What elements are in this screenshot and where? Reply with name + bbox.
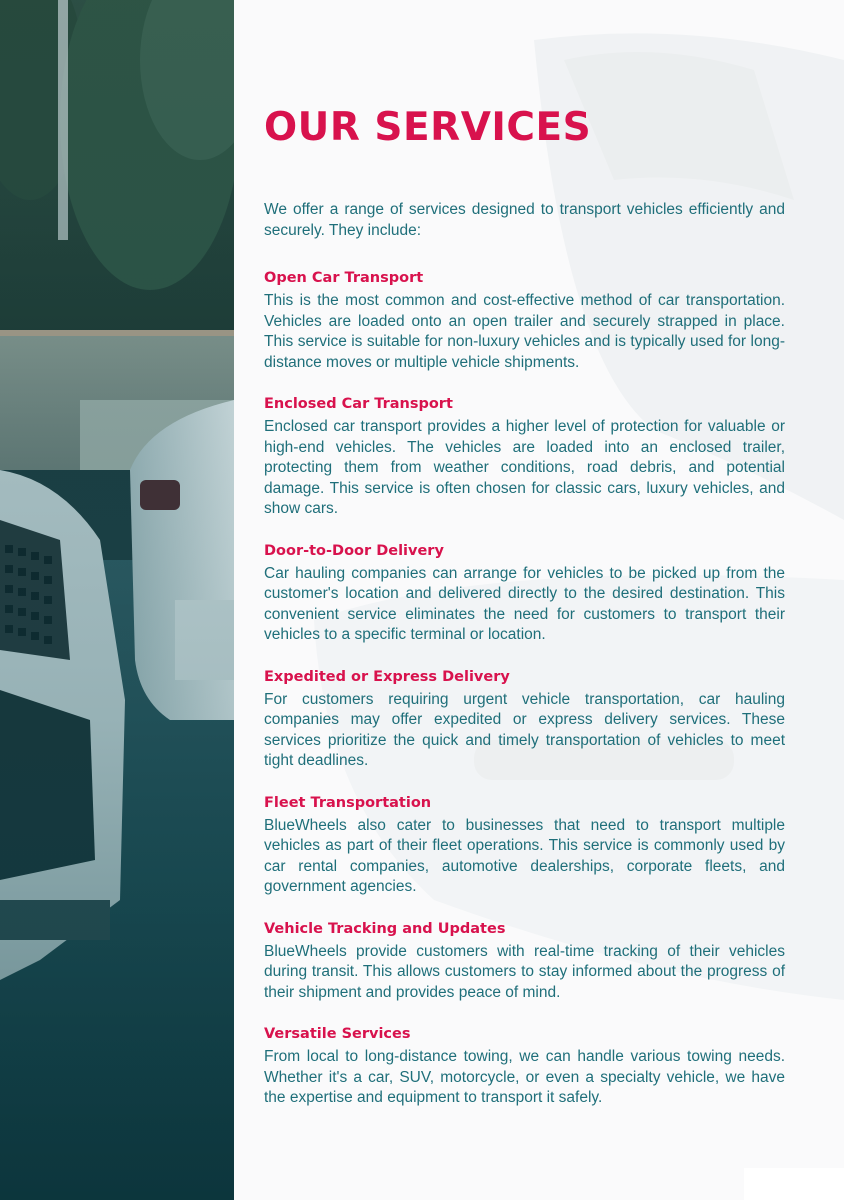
service-description: BlueWheels provide customers with real-time tracking of their vehicles during transit. This allows customers to stay informed about the progress of their shipment and provides peace of mind. (264, 942, 785, 1001)
service-description: This is the most common and cost-effective method of car transportation. Vehicles are loaded onto an open trailer and securely strapped in place. This service is suitable for non-luxury vehicles and is typically used for long-distance moves or multiple vehicle shipments. (264, 292, 785, 371)
page-corner (744, 1168, 844, 1200)
service-title: Enclosed Car Transport (264, 396, 453, 412)
service-title: Vehicle Tracking and Updates (264, 920, 506, 937)
service-title: Open Car Transport (264, 270, 424, 286)
service-description: Enclosed car transport provides a higher level of protection for valuable or high-end vehicles. The vehicles are loaded into an enclosed trailer, protecting them from weather conditions, road debris, and potential damage. This service is often chosen for classic cars, luxury vehicles, and show cars. (264, 418, 785, 517)
cars-photo-illustration (0, 0, 234, 1200)
service-description: For customers requiring urgent vehicle transportation, car hauling companies may offer expedited or express delivery services. These services prioritize the quick and timely transportation of vehicles to meet tight deadlines. (264, 690, 785, 769)
service-title: Door-to-Door Delivery (264, 542, 444, 559)
service-vehicle-tracking (264, 919, 785, 1004)
service-expedited-delivery (264, 667, 785, 772)
services-content (264, 100, 785, 1130)
service-enclosed-car-transport (264, 394, 785, 520)
service-description: Car hauling companies can arrange for vehicles to be picked up from the customer's location and delivered directly to the desired destination. This convenient service eliminates the need for customers to transport their vehicles to a specific terminal or location. (264, 564, 785, 643)
service-door-to-door-delivery (264, 541, 785, 646)
service-title: Expedited or Express Delivery (264, 668, 510, 685)
page-title: OUR SERVICES (264, 105, 592, 150)
cars-photo (0, 0, 234, 1200)
service-description: BlueWheels also cater to businesses that need to transport multiple vehicles as part of their fleet operations. This service is commonly used by car rental companies, automotive dealerships, corporate fleets, and government agencies. (264, 816, 785, 895)
service-fleet-transportation (264, 793, 785, 898)
service-title: Versatile Services (264, 1026, 411, 1042)
service-description: From local to long-distance towing, we can handle various towing needs. Whether it's a car, SUV, motorcycle, or even a specialty vehicle, we have the expertise and equipment to transport it safely. (264, 1048, 785, 1106)
service-versatile-services (264, 1024, 785, 1109)
service-title: Fleet Transportation (264, 794, 432, 811)
intro-paragraph: We offer a range of services designed to transport vehicles efficiently and securely. They include: (264, 201, 785, 239)
content-panel (234, 0, 844, 1200)
service-open-car-transport (264, 268, 785, 373)
